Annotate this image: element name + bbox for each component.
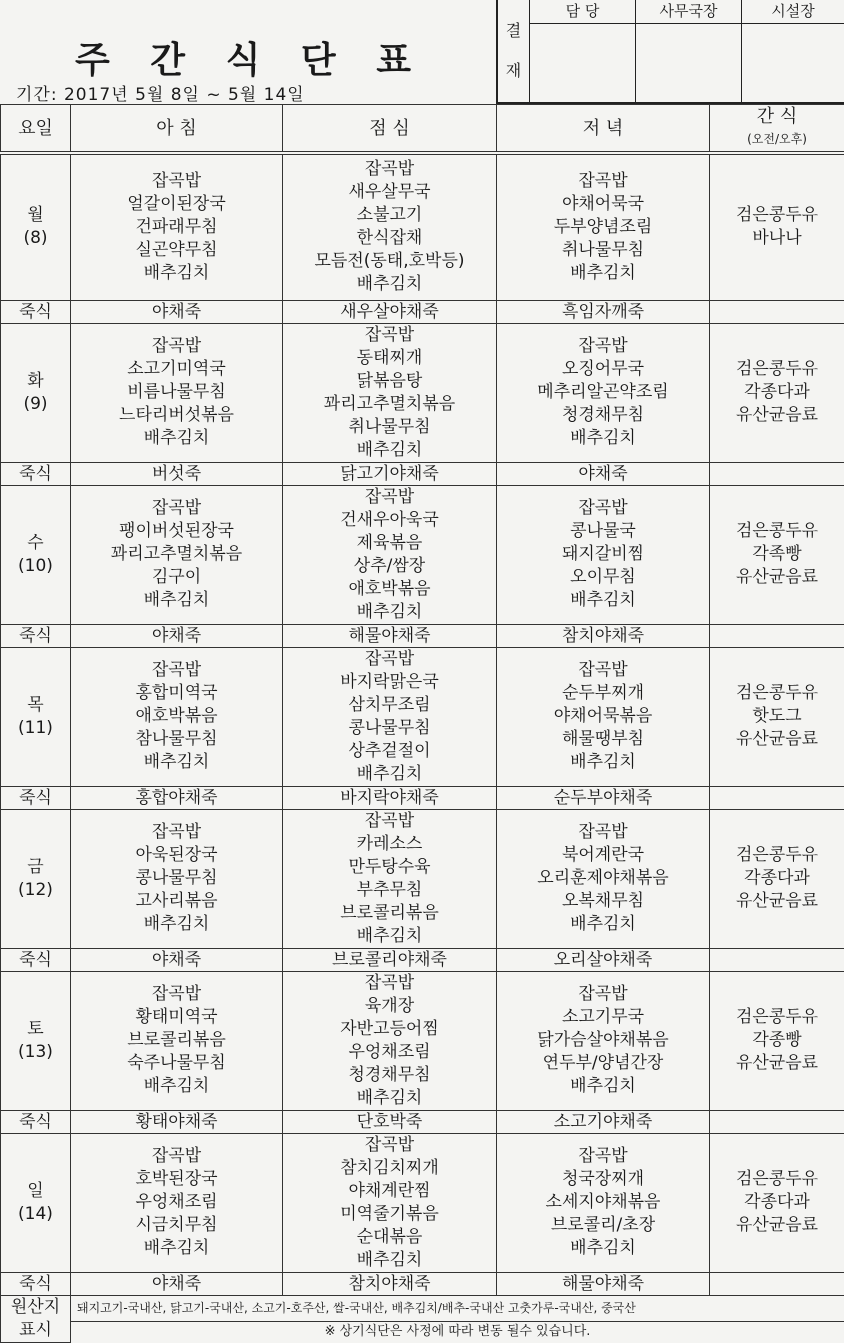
day-date: (8) xyxy=(1,227,70,250)
approval-role: 사무국장 xyxy=(636,0,741,24)
origin-label xyxy=(1,1295,71,1342)
menu-item: 유산균음료 xyxy=(710,404,844,427)
menu-item: 비름나물무침 xyxy=(71,381,282,404)
menu-item: 배추김치 xyxy=(71,1075,282,1098)
approval-col-director xyxy=(742,0,844,102)
juk-item: 닭고기야채죽 xyxy=(283,462,497,485)
juk-row xyxy=(1,1110,844,1133)
menu-item: 건파래무침 xyxy=(71,216,282,239)
menu-item: 잡곡밥 xyxy=(283,1134,496,1157)
menu-item: 야채어묵볶음 xyxy=(497,705,709,728)
menu-item: 삼치무조림 xyxy=(283,694,496,717)
juk-row xyxy=(1,462,844,485)
day-name: 금 xyxy=(1,856,70,879)
juk-label: 죽식 xyxy=(1,1272,71,1295)
day-row xyxy=(1,485,844,624)
menu-item: 배추김치 xyxy=(71,1237,282,1260)
menu-item: 잡곡밥 xyxy=(71,821,282,844)
menu-item: 각종빵 xyxy=(710,1029,844,1052)
menu-item: 콩나물국 xyxy=(497,520,709,543)
menu-item: 우엉채조림 xyxy=(71,1191,282,1214)
day-cell xyxy=(1,485,71,624)
menu-item: 애호박볶음 xyxy=(71,705,282,728)
snack-cell xyxy=(710,323,844,462)
menu-item: 아욱된장국 xyxy=(71,844,282,867)
day-date: (11) xyxy=(1,717,70,740)
dinner-cell xyxy=(497,153,710,300)
menu-item: 미역줄기볶음 xyxy=(283,1203,496,1226)
day-date: (14) xyxy=(1,1203,70,1226)
dinner-cell xyxy=(497,485,710,624)
menu-item: 야채어묵국 xyxy=(497,193,709,216)
day-row xyxy=(1,971,844,1110)
breakfast-cell xyxy=(71,809,283,948)
juk-item: 야채죽 xyxy=(71,948,283,971)
breakfast-cell xyxy=(71,1133,283,1272)
header-lunch: 점 심 xyxy=(283,105,497,154)
menu-item: 얼갈이된장국 xyxy=(71,193,282,216)
menu-item: 북어계란국 xyxy=(497,844,709,867)
menu-item: 브로콜리볶음 xyxy=(283,902,496,925)
approval-role: 담 당 xyxy=(530,0,635,24)
lunch-cell xyxy=(283,485,497,624)
menu-item: 소고기미역국 xyxy=(71,358,282,381)
snack-cell xyxy=(710,971,844,1110)
menu-item: 검은콩두유 xyxy=(710,682,844,705)
lunch-cell xyxy=(283,1133,497,1272)
menu-item: 유산균음료 xyxy=(710,1214,844,1237)
menu-item: 야채계란찜 xyxy=(283,1180,496,1203)
menu-item: 모듬전(동태,호박등) xyxy=(283,250,496,273)
menu-item: 잡곡밥 xyxy=(71,170,282,193)
dinner-cell xyxy=(497,971,710,1110)
menu-item: 두부양념조림 xyxy=(497,216,709,239)
menu-item: 배추김치 xyxy=(497,1075,709,1098)
day-row xyxy=(1,1133,844,1272)
origin-note: ※ 상기식단은 사정에 따라 변동 될수 있습니다. xyxy=(71,1321,844,1342)
lunch-cell xyxy=(283,971,497,1110)
day-row xyxy=(1,153,844,300)
juk-item: 버섯죽 xyxy=(71,462,283,485)
juk-item: 새우살야채죽 xyxy=(283,300,497,323)
juk-item: 소고기야채죽 xyxy=(497,1110,710,1133)
approval-role: 시설장 xyxy=(742,0,844,24)
juk-item: 야채죽 xyxy=(71,624,283,647)
menu-item: 참나물무침 xyxy=(71,728,282,751)
menu-item: 브로콜리볶음 xyxy=(71,1029,282,1052)
juk-item: 황태야채죽 xyxy=(71,1110,283,1133)
menu-item: 배추김치 xyxy=(71,751,282,774)
juk-item xyxy=(710,624,844,647)
menu-item: 소고기무국 xyxy=(497,1006,709,1029)
breakfast-cell xyxy=(71,323,283,462)
menu-item: 꽈리고추멸치볶음 xyxy=(283,393,496,416)
menu-item: 느타리버섯볶음 xyxy=(71,404,282,427)
menu-item: 유산균음료 xyxy=(710,1052,844,1075)
juk-item: 바지락야채죽 xyxy=(283,786,497,809)
menu-item: 배추김치 xyxy=(497,427,709,450)
juk-item xyxy=(710,786,844,809)
menu-item: 검은콩두유 xyxy=(710,844,844,867)
menu-item: 실곤약무침 xyxy=(71,239,282,262)
day-cell xyxy=(1,153,71,300)
juk-label: 죽식 xyxy=(1,786,71,809)
menu-item: 우엉채조림 xyxy=(283,1041,496,1064)
origin-row xyxy=(1,1295,844,1321)
juk-item xyxy=(710,1110,844,1133)
origin-text: 돼지고기-국내산, 닭고기-국내산, 소고기-호주산, 쌀-국내산, 배추김치/배추-국내산 고춧가루-국내산, 중국산 xyxy=(71,1295,844,1321)
juk-item: 야채죽 xyxy=(71,1272,283,1295)
menu-item: 애호박볶음 xyxy=(283,578,496,601)
juk-label: 죽식 xyxy=(1,1110,71,1133)
menu-item: 배추김치 xyxy=(497,589,709,612)
menu-item: 각족빵 xyxy=(710,543,844,566)
menu-item: 잡곡밥 xyxy=(71,983,282,1006)
menu-item: 만두탕수육 xyxy=(283,856,496,879)
menu-item: 김구이 xyxy=(71,566,282,589)
menu-item: 잡곡밥 xyxy=(283,158,496,181)
juk-label: 죽식 xyxy=(1,462,71,485)
menu-item: 잡곡밥 xyxy=(71,1145,282,1168)
lunch-cell xyxy=(283,153,497,300)
juk-item: 참치야채죽 xyxy=(283,1272,497,1295)
dinner-cell xyxy=(497,1133,710,1272)
menu-item: 배추김치 xyxy=(497,913,709,936)
menu-item: 배추김치 xyxy=(283,1087,496,1110)
juk-item: 순두부야채죽 xyxy=(497,786,710,809)
menu-item: 배추김치 xyxy=(497,1237,709,1260)
menu-item: 청경채무침 xyxy=(283,1064,496,1087)
menu-item: 배추김치 xyxy=(283,439,496,462)
menu-item: 잡곡밥 xyxy=(283,486,496,509)
breakfast-cell xyxy=(71,647,283,786)
day-date: (12) xyxy=(1,879,70,902)
breakfast-cell xyxy=(71,485,283,624)
menu-item: 해물땡부침 xyxy=(497,728,709,751)
menu-item: 오리훈제야채볶음 xyxy=(497,867,709,890)
juk-row xyxy=(1,948,844,971)
menu-item: 홍합미역국 xyxy=(71,682,282,705)
menu-item: 잡곡밥 xyxy=(283,972,496,995)
header-snack-label: 간 식 xyxy=(757,106,798,127)
day-cell xyxy=(1,809,71,948)
juk-item: 오리살야채죽 xyxy=(497,948,710,971)
snack-cell xyxy=(710,647,844,786)
header-dinner: 저 녁 xyxy=(497,105,710,154)
menu-item: 순두부찌개 xyxy=(497,682,709,705)
day-cell xyxy=(1,647,71,786)
menu-item: 배추김치 xyxy=(283,925,496,948)
juk-item: 브로콜리야채죽 xyxy=(283,948,497,971)
day-name: 목 xyxy=(1,694,70,717)
juk-item: 참치야채죽 xyxy=(497,624,710,647)
lunch-cell xyxy=(283,323,497,462)
menu-item: 배추김치 xyxy=(283,1249,496,1272)
menu-item: 부추무침 xyxy=(283,879,496,902)
menu-item: 팽이버섯된장국 xyxy=(71,520,282,543)
menu-item: 유산균음료 xyxy=(710,728,844,751)
snack-cell xyxy=(710,809,844,948)
menu-body xyxy=(1,153,844,1342)
juk-item: 야채죽 xyxy=(497,462,710,485)
menu-item: 배추김치 xyxy=(71,913,282,936)
approval-label xyxy=(498,0,530,102)
juk-row xyxy=(1,1272,844,1295)
day-date: (10) xyxy=(1,555,70,578)
menu-item: 숙주나물무침 xyxy=(71,1052,282,1075)
menu-item: 돼지갈비찜 xyxy=(497,543,709,566)
menu-item: 바지락맑은국 xyxy=(283,671,496,694)
menu-item: 잡곡밥 xyxy=(497,659,709,682)
day-name: 월 xyxy=(1,204,70,227)
menu-item: 오징어무국 xyxy=(497,358,709,381)
menu-item: 검은콩두유 xyxy=(710,204,844,227)
menu-item: 유산균음료 xyxy=(710,890,844,913)
menu-item: 각종다과 xyxy=(710,1191,844,1214)
juk-label: 죽식 xyxy=(1,948,71,971)
menu-item: 상추겉절이 xyxy=(283,740,496,763)
dinner-cell xyxy=(497,809,710,948)
juk-row xyxy=(1,624,844,647)
menu-item: 검은콩두유 xyxy=(710,358,844,381)
juk-item: 흑임자깨죽 xyxy=(497,300,710,323)
menu-item: 참치김치찌개 xyxy=(283,1157,496,1180)
menu-item: 상추/쌈장 xyxy=(283,555,496,578)
approval-col-secretary xyxy=(636,0,742,102)
menu-item: 소불고기 xyxy=(283,204,496,227)
menu-item: 제육볶음 xyxy=(283,532,496,555)
menu-item: 배추김치 xyxy=(283,763,496,786)
menu-item: 검은콩두유 xyxy=(710,1168,844,1191)
menu-item: 순대볶음 xyxy=(283,1226,496,1249)
menu-item: 잡곡밥 xyxy=(71,659,282,682)
juk-item xyxy=(710,948,844,971)
menu-item: 핫도그 xyxy=(710,705,844,728)
day-row xyxy=(1,323,844,462)
origin-label-line: 원산지 xyxy=(1,1296,70,1319)
menu-item: 잡곡밥 xyxy=(497,983,709,1006)
day-cell xyxy=(1,323,71,462)
menu-item: 잡곡밥 xyxy=(71,497,282,520)
menu-item: 시금치무침 xyxy=(71,1214,282,1237)
header-snack-sub: (오전/오후) xyxy=(710,128,844,151)
day-cell xyxy=(1,1133,71,1272)
menu-item: 취나물무침 xyxy=(283,416,496,439)
menu-item: 잡곡밥 xyxy=(283,324,496,347)
period-text: 기간: 2017년 5월 8일 ~ 5월 14일 xyxy=(16,80,305,105)
origin-label-line: 표시 xyxy=(1,1319,70,1342)
menu-item: 검은콩두유 xyxy=(710,1006,844,1029)
menu-item: 콩나물무침 xyxy=(71,867,282,890)
menu-item: 바나나 xyxy=(710,227,844,250)
header-day: 요일 xyxy=(1,105,71,154)
header-breakfast: 아 침 xyxy=(71,105,283,154)
snack-cell xyxy=(710,153,844,300)
breakfast-cell xyxy=(71,971,283,1110)
menu-item: 배추김치 xyxy=(497,262,709,285)
menu-item: 오복채무침 xyxy=(497,890,709,913)
menu-item: 배추김치 xyxy=(71,262,282,285)
menu-item: 콩나물무침 xyxy=(283,717,496,740)
menu-item: 고사리볶음 xyxy=(71,890,282,913)
menu-item: 동태찌개 xyxy=(283,347,496,370)
menu-item: 배추김치 xyxy=(497,751,709,774)
breakfast-cell xyxy=(71,153,283,300)
menu-item: 잡곡밥 xyxy=(497,1145,709,1168)
header-snack xyxy=(710,105,844,154)
menu-item: 한식잡채 xyxy=(283,227,496,250)
menu-item: 꽈리고추멸치볶음 xyxy=(71,543,282,566)
juk-item xyxy=(710,462,844,485)
menu-item: 배추김치 xyxy=(283,273,496,296)
juk-item: 단호박죽 xyxy=(283,1110,497,1133)
snack-cell xyxy=(710,1133,844,1272)
menu-item: 카레소스 xyxy=(283,833,496,856)
approval-label-char: 재 xyxy=(506,51,521,91)
menu-item: 유산균음료 xyxy=(710,566,844,589)
menu-item: 잡곡밥 xyxy=(497,497,709,520)
menu-item: 잡곡밥 xyxy=(71,335,282,358)
juk-label: 죽식 xyxy=(1,624,71,647)
day-cell xyxy=(1,971,71,1110)
header-row xyxy=(1,105,844,154)
juk-row xyxy=(1,786,844,809)
juk-item: 홍합야채죽 xyxy=(71,786,283,809)
menu-item: 취나물무침 xyxy=(497,239,709,262)
day-name: 토 xyxy=(1,1018,70,1041)
menu-item: 새우살무국 xyxy=(283,181,496,204)
day-date: (13) xyxy=(1,1041,70,1064)
menu-item: 자반고등어찜 xyxy=(283,1018,496,1041)
menu-item: 청경채무침 xyxy=(497,404,709,427)
menu-item: 닭볶음탕 xyxy=(283,370,496,393)
juk-label: 죽식 xyxy=(1,300,71,323)
menu-item: 배추김치 xyxy=(283,601,496,624)
menu-table xyxy=(0,104,844,1343)
menu-item: 잡곡밥 xyxy=(283,648,496,671)
menu-item: 황태미역국 xyxy=(71,1006,282,1029)
menu-item: 배추김치 xyxy=(71,427,282,450)
menu-item: 배추김치 xyxy=(71,589,282,612)
juk-item xyxy=(710,300,844,323)
approval-col-manager xyxy=(530,0,636,102)
day-name: 수 xyxy=(1,532,70,555)
day-name: 일 xyxy=(1,1180,70,1203)
menu-item: 메추리알곤약조림 xyxy=(497,381,709,404)
origin-note-row xyxy=(1,1321,844,1342)
menu-item: 브로콜리/초장 xyxy=(497,1214,709,1237)
day-row xyxy=(1,647,844,786)
juk-item: 해물야채죽 xyxy=(283,624,497,647)
approval-box xyxy=(496,0,844,104)
dinner-cell xyxy=(497,323,710,462)
menu-item: 잡곡밥 xyxy=(497,170,709,193)
snack-cell xyxy=(710,485,844,624)
day-name: 화 xyxy=(1,370,70,393)
menu-item: 건새우아욱국 xyxy=(283,509,496,532)
juk-item: 해물야채죽 xyxy=(497,1272,710,1295)
menu-item: 청국장찌개 xyxy=(497,1168,709,1191)
page-title: 주 간 식 단 표 xyxy=(60,32,440,83)
lunch-cell xyxy=(283,647,497,786)
menu-item: 연두부/양념간장 xyxy=(497,1052,709,1075)
approval-label-char: 결 xyxy=(506,11,521,51)
menu-item: 닭가슴살야채볶음 xyxy=(497,1029,709,1052)
menu-item: 잡곡밥 xyxy=(283,810,496,833)
menu-item: 각종다과 xyxy=(710,867,844,890)
menu-item: 잡곡밥 xyxy=(497,821,709,844)
menu-item: 각종다과 xyxy=(710,381,844,404)
juk-item: 야채죽 xyxy=(71,300,283,323)
day-date: (9) xyxy=(1,393,70,416)
menu-item: 검은콩두유 xyxy=(710,520,844,543)
menu-item: 잡곡밥 xyxy=(497,335,709,358)
menu-item: 육개장 xyxy=(283,995,496,1018)
dinner-cell xyxy=(497,647,710,786)
menu-item: 호박된장국 xyxy=(71,1168,282,1191)
lunch-cell xyxy=(283,809,497,948)
day-row xyxy=(1,809,844,948)
menu-item: 소세지야채볶음 xyxy=(497,1191,709,1214)
juk-item xyxy=(710,1272,844,1295)
juk-row xyxy=(1,300,844,323)
menu-item: 오이무침 xyxy=(497,566,709,589)
